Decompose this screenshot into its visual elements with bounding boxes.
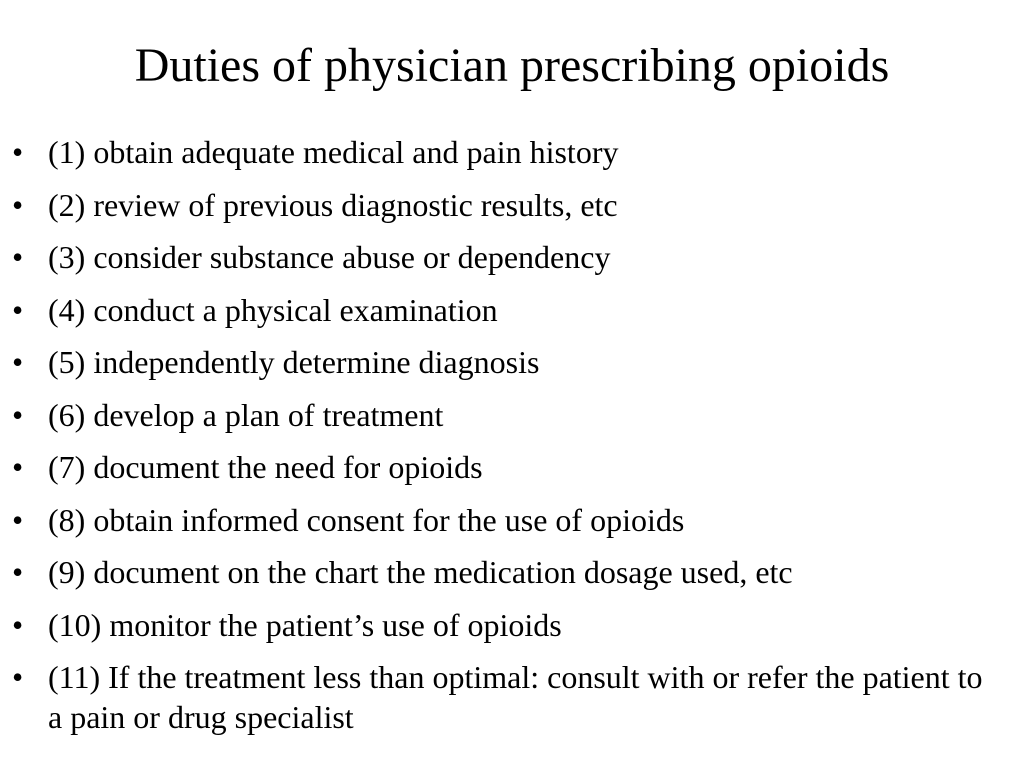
bullet-icon: • — [12, 554, 24, 590]
slide-title: Duties of physician prescribing opioids — [134, 39, 890, 92]
list-item — [0, 185, 1024, 225]
bullet-icon: • — [12, 291, 24, 328]
list-item-text: (5) independently determine diagnosis — [48, 344, 540, 380]
list-item — [0, 552, 1024, 592]
bullet-icon: • — [12, 344, 24, 380]
list-item-text: (11) If the treatment less than optimal: consult with or refer the patient to a pain or drug specialist — [48, 659, 983, 735]
list-item — [0, 132, 1024, 172]
list-item-text: (10) monitor the patient’s use of opioids — [48, 606, 562, 643]
bullet-icon: • — [12, 186, 24, 223]
list-item — [0, 237, 1024, 277]
list-item — [0, 395, 1024, 435]
bullet-icon: • — [12, 396, 24, 433]
bullet-icon: • — [12, 449, 24, 485]
list-item-text: (9) document on the chart the medication dosage used, etc — [48, 554, 793, 590]
list-item-text: (8) obtain informed consent for the use of opioids — [48, 501, 685, 538]
list-item — [0, 290, 1024, 330]
list-item-text: (7) document the need for opioids — [48, 449, 483, 485]
bullet-icon: • — [12, 239, 24, 275]
list-item — [0, 342, 1024, 382]
list-item-text: (3) consider substance abuse or dependency — [48, 239, 611, 275]
list-item-text: (4) conduct a physical examination — [48, 291, 498, 328]
bullet-icon: • — [12, 134, 24, 170]
bullet-list — [0, 132, 1024, 737]
bullet-icon: • — [12, 501, 24, 538]
list-item — [0, 605, 1024, 645]
bullet-icon: • — [12, 659, 24, 695]
bullet-icon: • — [12, 606, 24, 643]
list-item — [0, 500, 1024, 540]
list-item-text: (1) obtain adequate medical and pain history — [48, 134, 619, 170]
list-item — [0, 447, 1024, 487]
list-item-text: (2) review of previous diagnostic results, etc — [48, 186, 618, 223]
list-item — [0, 657, 1024, 737]
list-item-text: (6) develop a plan of treatment — [48, 396, 444, 433]
